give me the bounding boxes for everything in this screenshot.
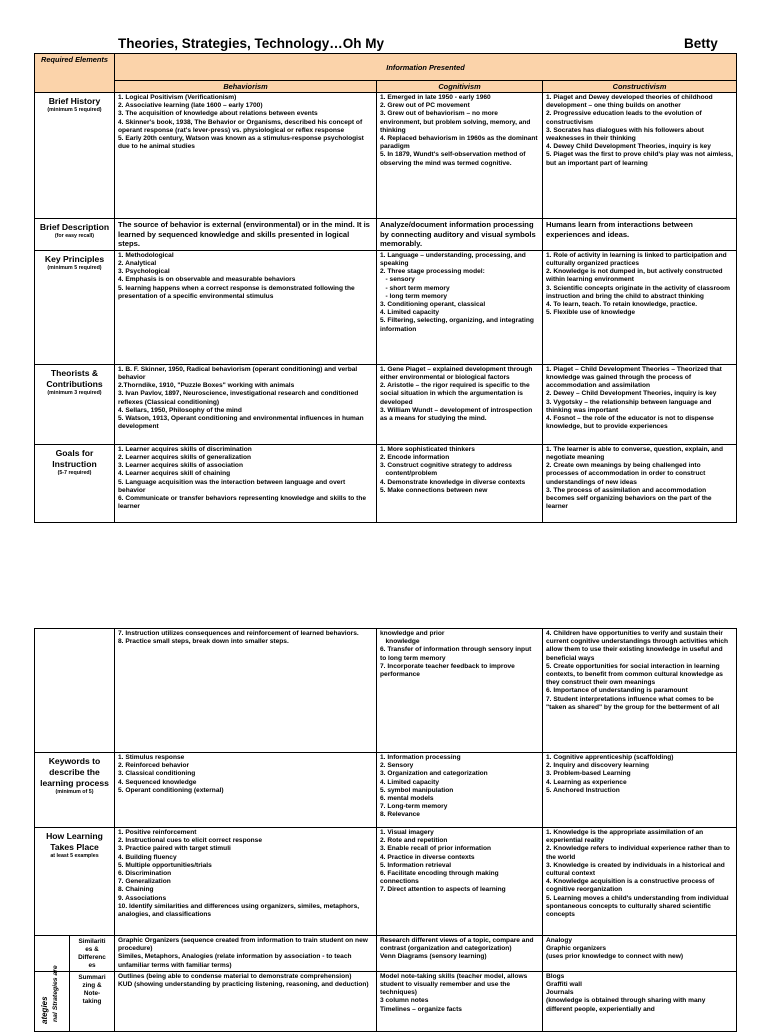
cell-line: 7. Direct attention to aspects of learning [380,886,506,894]
cell-constructivism [543,936,737,972]
row-title: Goals for Instruction [52,447,97,469]
cell-line: 5. Language acquisition was the interaction between language and overt behavior [118,478,348,494]
row-header [35,93,115,219]
cell-cognitivism [377,93,543,219]
cell-line: 1. Knowledge is the appropriate assimilation of an experiential reality [546,829,706,845]
cell-cognitivism [377,444,543,522]
cell-line: 1. Language – understanding, processing, and speaking [380,251,528,267]
cell-behaviorism [115,753,377,828]
row-header [35,219,115,251]
cell-line: Analogy [546,937,573,944]
cell-line: 3. Construct cognitive strategy to address [380,462,512,470]
author-name: Betty [684,36,718,51]
cell-line: 1. Stimulus response [118,754,185,761]
cell-line: - short term memory [380,284,450,292]
cell-cognitivism [377,828,543,936]
cell-line: Timelines – organize facts [380,1005,462,1013]
cell-line: 6. Communicate or transfer behaviors representing knowledge and skills to the learner [118,495,368,511]
cell-line: 1. Piaget – Child Development Theories – Theorized that knowledge was gained through the process of accommodation and assimilation [546,365,724,390]
strategy-row [35,936,737,972]
cell-line: 4. Sellars, 1950, Philosophy of the mind [118,406,242,414]
cell-line: 2. Rote and repetition [380,837,448,845]
cell-line: The source of behavior is external (environmental) or in the mind. It is learned by sequenced knowledge and skills presented in logical steps. [118,220,373,249]
cell-constructivism [543,971,737,1031]
strategy-label-line: taking [82,997,102,1005]
cell-behaviorism [115,444,377,522]
cell-line: 1. Positive reinforcement [118,829,197,836]
cell-line: 4. Knowledge acquisition is a constructive process of cognitive reorganization [546,878,717,894]
cell-line: 2. Dewey – Child Development Theories, inquiry is key [546,390,717,398]
cell-line: (uses prior knowledge to connect with new) [546,953,684,961]
column-header-cognitivism: Cognitivism [377,81,543,93]
cell-line: 2. Knowledge refers to individual experience rather than to the world [546,845,732,861]
row-header [35,629,115,753]
cell-line: 2. Learner acquires skills of generalization [118,453,252,461]
row-title: Brief History [48,96,101,106]
cell-line: 4. To learn, teach. To retain knowledge, practice. [546,301,698,308]
strategy-label-line: zing & [82,981,102,989]
cell-line: 3. Scientific concepts originate in the activity of classroom instruction and bring the child to abstract thinking [546,284,732,300]
cell-constructivism [543,93,737,219]
strategies-group-sublabel: nal Strategies are [52,965,59,1022]
cell-line: 10. Identify similarities and differences using organizers, similes, metaphors, analogies, and classifications [118,902,361,919]
strategy-label-line: es & [85,946,99,953]
cell-line: 2. Aristotle – the rigor required is specific to the social situation in which the argumentation is developed [380,382,532,406]
cell-line: 2. Encode information [380,453,450,461]
table-row [35,629,737,753]
cell-behaviorism [115,364,377,444]
document-title: Theories, Strategies, Technology…Oh My [118,36,385,51]
cell-line: 4. Replaced behaviorism in 1960s as the dominant paradigm [380,135,540,151]
cell-line: 4. Demonstrate knowledge in diverse contexts [380,478,526,486]
cell-line: 3. William Wundt – development of introspection as a means for studying the mind. [380,406,535,422]
row-note: at least 5 examples [50,853,99,859]
cell-line: 5. In 1879, Wundt's self-observation method of observing the mind was termed cognitive. [380,151,528,167]
cell-line: knowledge [380,638,420,646]
cell-line: Humans learn from interactions between experiences and ideas. [546,220,695,239]
cell-line: 4. Learner acquires skill of chaining [118,470,231,478]
cell-cognitivism [377,971,543,1031]
cell-constructivism [543,219,737,251]
cell-line: 5. Multiple opportunities/trials [118,861,212,869]
strategy-row [35,971,737,1031]
cell-line: 1. Gene Piaget – explained development through either environmental or biological factors [380,365,535,381]
table-row [35,364,737,444]
row-header [35,250,115,364]
cell-line: 5. Operant conditioning (external) [118,786,224,794]
cell-line: 2.Thorndike, 1910, "Puzzle Boxes" working with animals [118,382,295,390]
row-note: (5-7 required) [57,469,92,476]
strategy-label-line: Similariti [78,938,106,945]
cell-line: Similes, Metaphors, Analogies (relate information by association - to teach unfamiliar terms with familiar terms) [118,953,354,969]
strategy-label [69,972,114,1031]
row-note: (minimum 5 required) [47,264,102,271]
cell-line: 7. Incorporate teacher feedback to improve performance [380,662,517,679]
cell-line: 2. Grew out of PC movement [380,102,470,110]
strategy-label-line: Note- [83,989,101,997]
cell-line: 5. Learning moves a child's understanding from individual spontaneous concepts to culturally shared scientific concepts [546,894,731,919]
cell-line: - long term memory [380,292,448,300]
cell-line: 3. Socrates has dialogues with his followers about weaknesses in their thinking [546,126,706,143]
cell-line: 5. Information retrieval [380,861,452,869]
cell-line: 9. Associations [118,894,167,902]
strategies-group-label: ategies [40,996,49,1024]
cell-constructivism [543,250,737,364]
cell-line: 5. learning happens when a correct response is demonstrated following the presentation of a specific environmental stimulus [118,284,357,300]
required-elements-header: Required Elements [35,54,115,93]
cell-line: 5. Filtering, selecting, organizing, and integrating information [380,317,536,333]
cell-cognitivism [377,364,543,444]
cell-behaviorism [115,828,377,936]
cell-line: 1. Learner acquires skills of discrimination [118,445,252,453]
cell-line: 3. Ivan Pavlov, 1897, Neuroscience, investigational research and conditioned reflexes (Classical conditioning) [118,390,361,406]
cell-line: 4. Children have opportunities to verify and sustain their current cognitive understandings through activities which allow them to use their existing knowledge in useful and beneficial ways [546,630,730,662]
cell-line: 8. Relevance [380,811,420,819]
cell-line: Blogs [546,972,565,980]
cell-cognitivism [377,936,543,972]
cell-line: 3. The acquisition of knowledge about relations between events [118,110,318,118]
cell-line: 3. Grew out of behaviorism – no more environment, but problem solving, memory, and thinking [380,110,533,134]
cell-cognitivism [377,219,543,251]
table-row [35,828,737,936]
cell-behaviorism [115,971,377,1031]
cell-line: 3. Problem-based Learning [546,770,631,778]
cell-line: Analyze/document information processing by connecting auditory and visual symbols memorably. [380,220,538,249]
cell-line: 3 column notes [380,997,429,1005]
column-header-constructivism: Constructivism [543,81,737,93]
cell-cognitivism [377,250,543,364]
cell-line: 5. Anchored Instruction [546,786,620,794]
cell-line: 3. Conditioning operant, classical [380,301,486,308]
strategy-label-line: es [88,962,96,969]
cell-line: 2. Instructional cues to elicit correct response [118,837,263,845]
strategy-label-line: Differenc [78,954,106,961]
cell-line: 4. Dewey Child Development Theories, inquiry is key [546,143,711,151]
cell-line: 2. Associative learning (late 1600 – early 1700) [118,102,263,110]
cell-behaviorism [115,629,377,753]
row-header [35,364,115,444]
cell-line: 3. Enable recall of prior information [380,845,492,853]
cell-line: 7. Generalization [118,878,171,886]
cell-line: 5. Make connections between new [380,486,488,494]
cell-line: 3. Classical conditioning [118,770,196,778]
row-title: Keywords to describe the learning process [40,756,109,788]
theories-table-page-1 [34,53,737,523]
table-row [35,93,737,219]
cell-line: 4. Limited capacity [380,778,439,786]
cell-line: 7. Student interpretations influence what comes to be "taken as shared" by the group for the betterment of all [546,695,720,711]
cell-line: 1. More sophisticated thinkers [380,445,475,453]
cell-behaviorism [115,936,377,972]
strategy-row-header [35,936,115,972]
table-row [35,219,737,251]
cell-cognitivism [377,753,543,828]
cell-line: 5. Create opportunities for social interaction in learning contexts, to benefit from common cultural knowledge as they construct their own meanings [546,662,725,687]
cell-line: 4. Fosnot – the role of the educator is not to dispense knowledge, but to provide experiences [546,415,716,431]
cell-line: 5. Early 20th century, Watson was known as a stimulus-response psychologist due to he animal studies [118,135,366,151]
cell-behaviorism [115,250,377,364]
cell-line: 6. Discrimination [118,870,172,878]
cell-line: Venn Diagrams (sensory learning) [380,953,487,961]
cell-behaviorism [115,219,377,251]
row-header [35,444,115,522]
cell-line: Journals [546,989,574,997]
cell-line: 3. Knowledge is created by individuals in a historical and cultural context [546,861,727,878]
cell-constructivism [543,444,737,522]
cell-line: 8. Chaining [118,886,154,894]
cell-line: Model note-taking skills (teacher model, allows student to visually remember and use the techniques) [380,972,530,997]
cell-line: 3. Practice paired with target stimuli [118,845,231,853]
cell-line: 3. The process of assimilation and accommodation becomes self organizing behaviors on the part of the learner [546,486,714,511]
cell-line: 5. Piaget was the first to prove child's play was not aimless, but an important part of learning [546,151,735,167]
row-header [35,828,115,936]
cell-line: 4. Emphasis is on observable and measurable behaviors [118,276,296,284]
cell-line: knowledge and prior [380,630,445,637]
cell-line: 5. symbol manipulation [380,786,454,794]
cell-line: 1. Logical Positivism (Verificationism) [118,94,237,101]
row-header [35,753,115,828]
cell-line: 3. Learner acquires skills of association [118,462,243,470]
cell-constructivism [543,753,737,828]
cell-line: 6. Facilitate encoding through making connections [380,870,501,886]
cell-line: 1. Role of activity in learning is linked to participation and culturally organized practices [546,251,729,267]
row-title: Theorists & Contributions [46,367,103,389]
information-presented-header: Information Presented [115,54,737,81]
cell-cognitivism [377,629,543,753]
cell-line: 4. Sequenced knowledge [118,778,197,786]
row-title: How Learning Takes Place [46,831,103,852]
cell-line: 4. Practice in diverse contexts [380,853,475,861]
cell-line: 1. B. F. Skinner, 1950, Radical behaviorism (operant conditioning) and verbal behavior [118,365,360,381]
cell-line: 4. Limited capacity [380,309,439,317]
cell-line: 4. Skinner's book, 1938, The Behavior or Organisms, described his concept of operant response (rat's lever-press) vs. physiological or reflex response [118,118,364,134]
row-title: Brief Description [39,222,110,232]
cell-line: 5. Watson, 1913, Operant conditioning and environmental influences in human development [118,415,366,431]
cell-line: 2. Knowledge is not dumped in, but actively constructed within learning environment [546,268,725,284]
row-note: (for easy recall) [54,233,95,239]
table-row [35,250,737,364]
row-note: (minimum of 5) [55,789,94,795]
cell-line: KUD (showing understanding by practicing listening, reasoning, and deduction) [118,981,369,989]
cell-line: 1. The learner is able to converse, question, explain, and negotiate meaning [546,445,725,461]
cell-line: Outlines (being able to condense material to demonstrate comprehension) [118,972,352,980]
cell-line: 1. Piaget and Dewey developed theories of childhood development – one thing builds on another [546,94,715,110]
cell-line: 1. Information processing [380,754,461,761]
cell-line: 2. Reinforced behavior [118,762,190,770]
strategy-label [69,936,114,971]
cell-line: 2. Create own meanings by being challenged into processes of accommodation in order to construct understandings of new ideas [546,462,708,486]
cell-line: Research different views of a topic, compare and contrast (organization and categorization) [380,937,536,953]
cell-line: 4. Learning as experience [546,778,627,786]
cell-line: Graphic Organizers (sequence created from information to train student on new procedure) [118,937,370,953]
table-row [35,444,737,522]
cell-line: 2. Progressive education leads to the evolution of constructivism [546,110,704,126]
row-title: Key Principles [44,253,105,264]
cell-line: 7. Instruction utilizes consequences and reinforcement of learned behaviors. [118,630,359,637]
cell-line: 1. Emerged in late 1950 - early 1960 [380,94,491,101]
cell-line: 2. Three stage processing model: [380,268,485,276]
cell-line: 3. Organization and categorization [380,770,488,778]
cell-line: 7. Long-term memory [380,803,448,811]
cell-line: 8. Practice small steps, break down into smaller steps. [118,638,289,646]
cell-line: 6. Transfer of information through sensory input to long term memory [380,646,534,662]
cell-line: 6. mental models [380,795,434,803]
cell-constructivism [543,364,737,444]
table-row [35,753,737,828]
cell-line: 3. Psychological [118,268,170,276]
cell-line: 5. Flexible use of knowledge [546,309,636,317]
row-note: (minimum 5 required) [47,107,102,113]
cell-line: 6. Importance of understanding is paramount [546,687,688,695]
cell-line: content/problem [380,470,438,478]
column-header-behaviorism: Behaviorism [115,81,377,93]
cell-line: (knowledge is obtained through sharing with many different people, experientially and [546,997,708,1013]
strategy-label-line: Summari [78,973,106,981]
cell-line: 1. Cognitive apprenticeship (scaffolding) [546,754,674,761]
cell-line: Graffiti wall [546,981,582,989]
cell-constructivism [543,828,737,936]
cell-line: 2. Analytical [118,259,157,267]
cell-constructivism [543,629,737,753]
theories-table-page-2 [34,628,737,1032]
cell-line: 1. Methodological [118,251,174,259]
row-note: (minimum 3 required) [47,389,102,396]
cell-line: 2. Sensory [380,762,414,770]
cell-line: 4. Building fluency [118,853,177,861]
cell-line: - sensory [380,276,415,284]
cell-line: Graphic organizers [546,945,607,953]
cell-line: 3. Vygotsky – the relationship between language and thinking was important [546,398,714,414]
cell-behaviorism [115,93,377,219]
cell-line: 1. Visual imagery [380,829,434,836]
cell-line: 2. Inquiry and discovery learning [546,762,649,770]
